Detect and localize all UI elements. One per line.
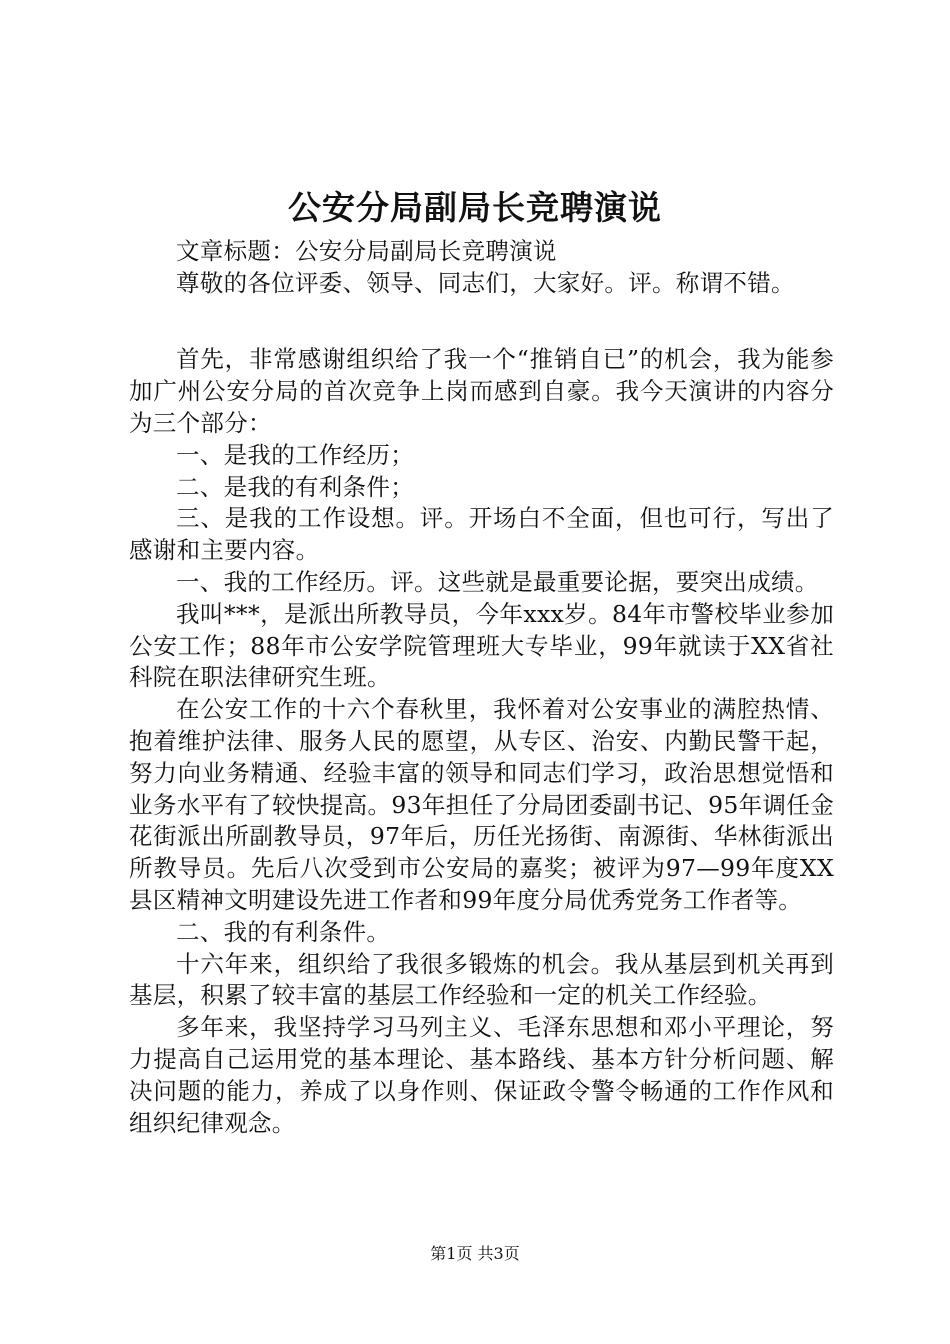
paragraph: 我叫***，是派出所教导员，今年xxx岁。84年市警校毕业参加公安工作；88年市公安学院管理班大专毕业，99年就读于XX省社科院在职法律研究生班。 <box>129 599 834 692</box>
paragraph: 多年来，我坚持学习马列主义、毛泽东思想和邓小平理论，努力提高自己运用党的基本理论、基本路线、基本方针分析问题、解决问题的能力，养成了以身作则、保证政令警令畅通的工作作风和组织纪律观念。 <box>129 1013 834 1137</box>
paragraph: 二、是我的有利条件； <box>176 472 414 501</box>
paragraph: 一、我的工作经历。评。这些就是最重要论据，要突出成绩。 <box>176 567 819 596</box>
paragraph-spacer <box>129 313 834 345</box>
paragraph-greeting: 尊敬的各位评委、领导、同志们，大家好。评。称谓不错。 <box>176 268 795 297</box>
paragraph: 首先，非常感谢组织给了我一个“推销自已”的机会，我为能参加广州公安分局的首次竞争上岗而感到自豪。我今天演讲的内容分为三个部分： <box>129 345 834 437</box>
paragraph-article-title: 文章标题：公安分局副局长竞聘演说 <box>176 237 557 265</box>
page-footer: 第1页 共3页 <box>430 1244 520 1263</box>
paragraph: 二、我的有利条件。 <box>176 917 391 946</box>
paragraph: 十六年来，组织给了我很多锻炼的机会。我从基层到机关再到基层，积累了较丰富的基层工作经验和一定的机关工作经验。 <box>129 949 834 1010</box>
document-title: 公安分局副局长竞聘演说 <box>288 188 662 227</box>
paragraph: 三、是我的工作设想。评。开场白不全面，但也可行，写出了感谢和主要内容。 <box>129 504 834 565</box>
paragraph: 在公安工作的十六个春秋里，我怀着对公安事业的满腔热情、抱着维护法律、服务人民的愿望，从专区、治安、内勤民警干起，努力向业务精通、经验丰富的领导和同志们学习，政治思想觉悟和业务水平有了较快提高。93年担任了分局团委副书记、95年调任金花街派出所副教导员，97年后，历任光扬街、南源街、华林街派出所教导员。先后八次受到市公安局的嘉奖；被评为97—99年度XX县区精神文明建设先进工作者和99年度分局优秀党务工作者等。 <box>129 695 834 914</box>
document-body <box>129 236 834 1139</box>
paragraph: 一、是我的工作经历； <box>176 440 414 469</box>
